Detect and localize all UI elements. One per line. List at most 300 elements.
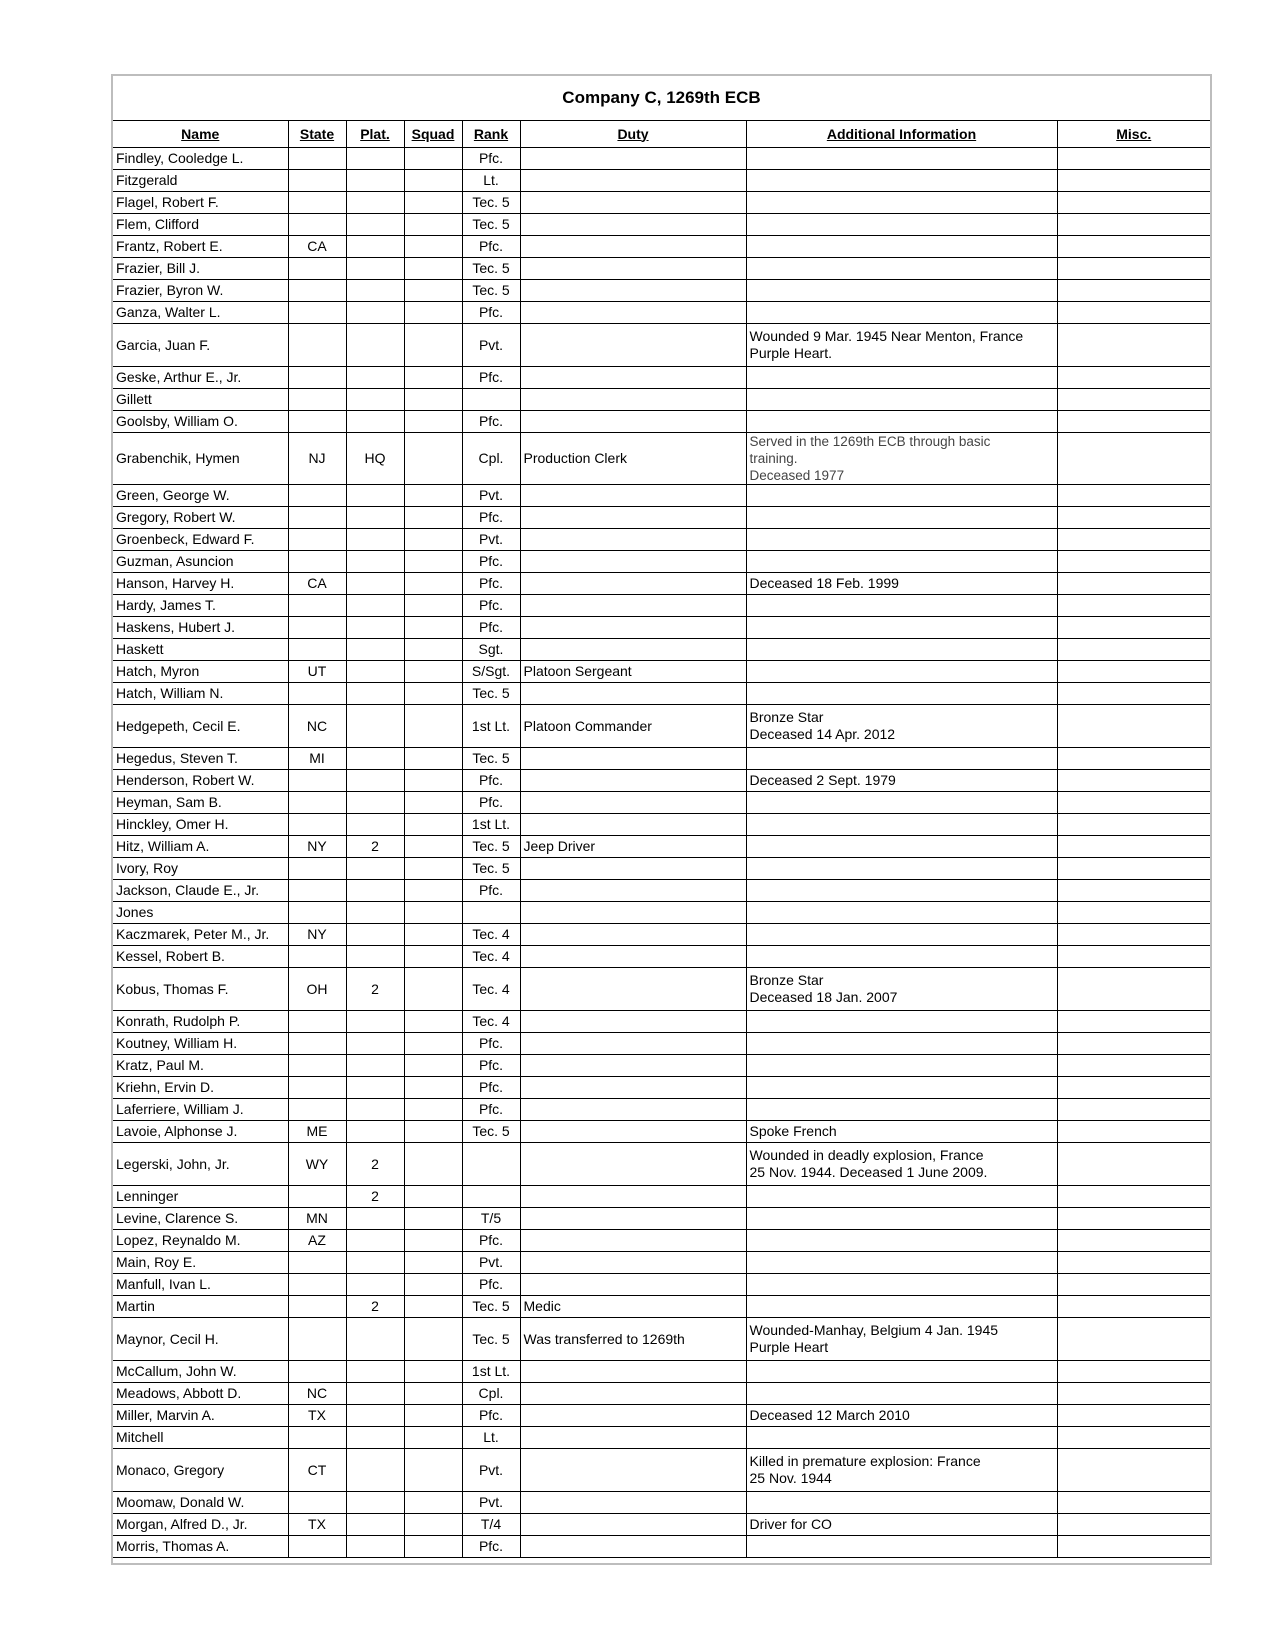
- cell-squad: [404, 1011, 462, 1033]
- cell-misc: [1057, 792, 1210, 814]
- cell-misc: [1057, 389, 1210, 411]
- cell-state: [288, 411, 346, 433]
- cell-state: [288, 389, 346, 411]
- cell-rank: Tec. 5: [462, 683, 520, 705]
- table-row: [113, 902, 1210, 924]
- table-row: [113, 1449, 1210, 1492]
- cell-platoon: [346, 748, 404, 770]
- cell-platoon: [346, 1055, 404, 1077]
- cell-rank: Pvt.: [462, 1252, 520, 1274]
- cell-misc: [1057, 1296, 1210, 1318]
- cell-additional-information: [746, 1143, 1057, 1186]
- cell-name: Geske, Arthur E., Jr.: [113, 367, 288, 389]
- cell-additional-information: [746, 924, 1057, 946]
- cell-name: Lopez, Reynaldo M.: [113, 1230, 288, 1252]
- cell-rank: Pfc.: [462, 1405, 520, 1427]
- table-row: [113, 1055, 1210, 1077]
- cell-rank: Cpl.: [462, 1383, 520, 1405]
- info-line: training.: [749, 451, 798, 466]
- table-row: [113, 1033, 1210, 1055]
- cell-name: Green, George W.: [113, 485, 288, 507]
- cell-additional-information: [746, 324, 1057, 367]
- cell-state: [288, 192, 346, 214]
- cell-misc: [1057, 617, 1210, 639]
- table-row: [113, 1274, 1210, 1296]
- table-row: [113, 1427, 1210, 1449]
- info-line: Purple Heart.: [749, 345, 832, 361]
- cell-rank: Tec. 4: [462, 968, 520, 1011]
- cell-rank: [462, 902, 520, 924]
- cell-state: [288, 946, 346, 968]
- cell-state: [288, 639, 346, 661]
- cell-squad: [404, 148, 462, 170]
- cell-duty: [520, 258, 746, 280]
- cell-squad: [404, 1383, 462, 1405]
- cell-additional-information: [746, 1121, 1057, 1143]
- cell-duty: [520, 214, 746, 236]
- cell-rank: [462, 1186, 520, 1208]
- cell-name: Kobus, Thomas F.: [113, 968, 288, 1011]
- cell-duty: [520, 1121, 746, 1143]
- cell-squad: [404, 683, 462, 705]
- cell-squad: [404, 1514, 462, 1536]
- cell-name: Ivory, Roy: [113, 858, 288, 880]
- cell-duty: [520, 902, 746, 924]
- cell-duty: [520, 639, 746, 661]
- table-row: [113, 1011, 1210, 1033]
- cell-additional-information: [746, 411, 1057, 433]
- cell-additional-information: [746, 485, 1057, 507]
- cell-platoon: [346, 258, 404, 280]
- cell-duty: [520, 792, 746, 814]
- cell-state: [288, 302, 346, 324]
- cell-duty: [520, 1143, 746, 1186]
- col-header-duty: Duty: [520, 121, 746, 148]
- cell-misc: [1057, 258, 1210, 280]
- cell-additional-information: [746, 1427, 1057, 1449]
- cell-squad: [404, 389, 462, 411]
- cell-state: [288, 170, 346, 192]
- cell-state: NC: [288, 705, 346, 748]
- cell-name: Legerski, John, Jr.: [113, 1143, 288, 1186]
- cell-platoon: [346, 1274, 404, 1296]
- header-row: [113, 121, 1210, 148]
- cell-misc: [1057, 639, 1210, 661]
- cell-duty: [520, 1427, 746, 1449]
- info-line: Killed in premature explosion: France: [749, 1453, 981, 1469]
- cell-platoon: 2: [346, 836, 404, 858]
- cell-state: [288, 529, 346, 551]
- cell-rank: Pfc.: [462, 551, 520, 573]
- table-row: [113, 858, 1210, 880]
- cell-state: [288, 1361, 346, 1383]
- cell-platoon: [346, 814, 404, 836]
- cell-platoon: [346, 170, 404, 192]
- cell-platoon: [346, 507, 404, 529]
- table-row: [113, 236, 1210, 258]
- cell-duty: [520, 1230, 746, 1252]
- cell-rank: Pfc.: [462, 1536, 520, 1558]
- cell-duty: [520, 551, 746, 573]
- cell-name: Garcia, Juan F.: [113, 324, 288, 367]
- cell-name: Groenbeck, Edward F.: [113, 529, 288, 551]
- cell-platoon: [346, 1427, 404, 1449]
- cell-rank: Tec. 5: [462, 258, 520, 280]
- cell-rank: [462, 1143, 520, 1186]
- table-row: [113, 1361, 1210, 1383]
- cell-squad: [404, 792, 462, 814]
- cell-misc: [1057, 551, 1210, 573]
- cell-misc: [1057, 1514, 1210, 1536]
- cell-name: Jones: [113, 902, 288, 924]
- cell-platoon: [346, 770, 404, 792]
- cell-additional-information: [746, 1361, 1057, 1383]
- cell-name: Hanson, Harvey H.: [113, 573, 288, 595]
- cell-squad: [404, 1274, 462, 1296]
- table-row: [113, 192, 1210, 214]
- cell-additional-information: [746, 705, 1057, 748]
- cell-name: Lenninger: [113, 1186, 288, 1208]
- cell-duty: [520, 1492, 746, 1514]
- cell-state: [288, 280, 346, 302]
- cell-squad: [404, 170, 462, 192]
- cell-squad: [404, 968, 462, 1011]
- cell-squad: [404, 661, 462, 683]
- cell-platoon: [346, 617, 404, 639]
- cell-misc: [1057, 705, 1210, 748]
- cell-state: [288, 1011, 346, 1033]
- cell-state: [288, 617, 346, 639]
- cell-name: McCallum, John W.: [113, 1361, 288, 1383]
- table-row: [113, 280, 1210, 302]
- cell-rank: Pfc.: [462, 302, 520, 324]
- cell-squad: [404, 836, 462, 858]
- table-row: [113, 433, 1210, 485]
- cell-additional-information: [746, 968, 1057, 1011]
- cell-additional-information: [746, 1405, 1057, 1427]
- cell-name: Guzman, Asuncion: [113, 551, 288, 573]
- cell-name: Hedgepeth, Cecil E.: [113, 705, 288, 748]
- cell-name: Goolsby, William O.: [113, 411, 288, 433]
- cell-platoon: 2: [346, 1143, 404, 1186]
- cell-duty: Was transferred to 1269th: [520, 1318, 746, 1361]
- cell-name: Flem, Clifford: [113, 214, 288, 236]
- cell-misc: [1057, 1143, 1210, 1186]
- cell-misc: [1057, 1405, 1210, 1427]
- cell-misc: [1057, 595, 1210, 617]
- cell-squad: [404, 258, 462, 280]
- table-row: [113, 367, 1210, 389]
- cell-state: [288, 507, 346, 529]
- cell-misc: [1057, 968, 1210, 1011]
- cell-name: Moomaw, Donald W.: [113, 1492, 288, 1514]
- cell-platoon: [346, 411, 404, 433]
- cell-state: [288, 258, 346, 280]
- cell-name: Hinckley, Omer H.: [113, 814, 288, 836]
- cell-rank: Pvt.: [462, 529, 520, 551]
- cell-duty: [520, 485, 746, 507]
- roster-table: [113, 121, 1210, 1558]
- cell-state: [288, 858, 346, 880]
- cell-squad: [404, 1361, 462, 1383]
- cell-name: Gregory, Robert W.: [113, 507, 288, 529]
- cell-additional-information: [746, 1186, 1057, 1208]
- cell-additional-information: [746, 433, 1057, 485]
- cell-duty: [520, 1514, 746, 1536]
- cell-squad: [404, 1033, 462, 1055]
- cell-misc: [1057, 1208, 1210, 1230]
- cell-platoon: 2: [346, 1296, 404, 1318]
- cell-additional-information: [746, 792, 1057, 814]
- cell-misc: [1057, 1121, 1210, 1143]
- cell-rank: Pfc.: [462, 1099, 520, 1121]
- cell-name: Hardy, James T.: [113, 595, 288, 617]
- cell-misc: [1057, 1077, 1210, 1099]
- cell-additional-information: [746, 858, 1057, 880]
- cell-rank: Pfc.: [462, 507, 520, 529]
- cell-rank: Pfc.: [462, 792, 520, 814]
- cell-additional-information: [746, 617, 1057, 639]
- cell-rank: Tec. 4: [462, 1011, 520, 1033]
- cell-squad: [404, 1077, 462, 1099]
- cell-duty: Platoon Sergeant: [520, 661, 746, 683]
- cell-rank: T/4: [462, 1514, 520, 1536]
- cell-platoon: [346, 1449, 404, 1492]
- table-row: [113, 968, 1210, 1011]
- cell-additional-information: [746, 1296, 1057, 1318]
- cell-additional-information: [746, 1077, 1057, 1099]
- cell-name: Meadows, Abbott D.: [113, 1383, 288, 1405]
- cell-name: Hatch, Myron: [113, 661, 288, 683]
- cell-state: [288, 1055, 346, 1077]
- info-line: Wounded-Manhay, Belgium 4 Jan. 1945: [749, 1322, 999, 1338]
- cell-misc: [1057, 1318, 1210, 1361]
- cell-name: Ganza, Walter L.: [113, 302, 288, 324]
- cell-additional-information: [746, 880, 1057, 902]
- info-line: Deceased 18 Feb. 1999: [749, 575, 899, 591]
- cell-name: Henderson, Robert W.: [113, 770, 288, 792]
- cell-state: [288, 148, 346, 170]
- cell-platoon: [346, 1033, 404, 1055]
- cell-name: Laferriere, William J.: [113, 1099, 288, 1121]
- cell-squad: [404, 814, 462, 836]
- table-row: [113, 485, 1210, 507]
- cell-name: Kriehn, Ervin D.: [113, 1077, 288, 1099]
- col-header-additional-information: Additional Information: [746, 121, 1057, 148]
- cell-rank: Pfc.: [462, 1274, 520, 1296]
- cell-additional-information: [746, 258, 1057, 280]
- cell-name: Manfull, Ivan L.: [113, 1274, 288, 1296]
- cell-name: Levine, Clarence S.: [113, 1208, 288, 1230]
- table-row: [113, 792, 1210, 814]
- cell-duty: [520, 170, 746, 192]
- cell-additional-information: [746, 214, 1057, 236]
- cell-duty: [520, 1383, 746, 1405]
- table-row: [113, 1405, 1210, 1427]
- cell-state: MI: [288, 748, 346, 770]
- cell-rank: Tec. 4: [462, 924, 520, 946]
- cell-name: Frazier, Byron W.: [113, 280, 288, 302]
- cell-additional-information: [746, 1449, 1057, 1492]
- cell-squad: [404, 1536, 462, 1558]
- cell-platoon: [346, 661, 404, 683]
- info-line: Deceased 12 March 2010: [749, 1407, 910, 1423]
- cell-platoon: [346, 192, 404, 214]
- cell-additional-information: [746, 367, 1057, 389]
- cell-duty: [520, 529, 746, 551]
- cell-state: [288, 1099, 346, 1121]
- cell-duty: [520, 1252, 746, 1274]
- table-row: [113, 302, 1210, 324]
- cell-rank: Tec. 5: [462, 280, 520, 302]
- cell-state: [288, 1274, 346, 1296]
- cell-rank: Lt.: [462, 1427, 520, 1449]
- cell-misc: [1057, 367, 1210, 389]
- cell-additional-information: [746, 770, 1057, 792]
- cell-additional-information: [746, 946, 1057, 968]
- cell-state: [288, 1077, 346, 1099]
- roster-sheet: [111, 74, 1212, 1565]
- cell-platoon: [346, 683, 404, 705]
- cell-misc: [1057, 1492, 1210, 1514]
- cell-misc: [1057, 1449, 1210, 1492]
- info-line: Purple Heart: [749, 1339, 829, 1355]
- cell-platoon: [346, 214, 404, 236]
- cell-misc: [1057, 573, 1210, 595]
- cell-additional-information: [746, 1383, 1057, 1405]
- cell-platoon: [346, 148, 404, 170]
- table-row: [113, 389, 1210, 411]
- cell-rank: Pfc.: [462, 1033, 520, 1055]
- cell-rank: Pvt.: [462, 1449, 520, 1492]
- cell-duty: Production Clerk: [520, 433, 746, 485]
- cell-state: [288, 902, 346, 924]
- cell-misc: [1057, 836, 1210, 858]
- cell-additional-information: [746, 148, 1057, 170]
- cell-misc: [1057, 148, 1210, 170]
- cell-rank: Tec. 5: [462, 192, 520, 214]
- cell-duty: [520, 1186, 746, 1208]
- cell-rank: Lt.: [462, 170, 520, 192]
- cell-platoon: [346, 1318, 404, 1361]
- cell-platoon: [346, 1208, 404, 1230]
- cell-rank: Tec. 5: [462, 858, 520, 880]
- cell-misc: [1057, 302, 1210, 324]
- table-row: [113, 551, 1210, 573]
- cell-squad: [404, 1121, 462, 1143]
- cell-rank: Pfc.: [462, 1055, 520, 1077]
- cell-duty: [520, 280, 746, 302]
- cell-state: TX: [288, 1405, 346, 1427]
- cell-duty: [520, 1536, 746, 1558]
- cell-name: Heyman, Sam B.: [113, 792, 288, 814]
- cell-squad: [404, 1055, 462, 1077]
- cell-duty: [520, 148, 746, 170]
- table-row: [113, 1143, 1210, 1186]
- cell-name: Findley, Cooledge L.: [113, 148, 288, 170]
- cell-state: NC: [288, 1383, 346, 1405]
- cell-duty: [520, 411, 746, 433]
- cell-duty: [520, 858, 746, 880]
- cell-duty: [520, 1099, 746, 1121]
- cell-state: CA: [288, 573, 346, 595]
- table-row: [113, 705, 1210, 748]
- table-row: [113, 770, 1210, 792]
- cell-name: Jackson, Claude E., Jr.: [113, 880, 288, 902]
- table-row: [113, 1186, 1210, 1208]
- cell-platoon: [346, 1361, 404, 1383]
- cell-state: [288, 551, 346, 573]
- cell-additional-information: [746, 661, 1057, 683]
- cell-misc: [1057, 902, 1210, 924]
- info-line: 25 Nov. 1944. Deceased 1 June 2009.: [749, 1164, 988, 1180]
- cell-squad: [404, 1427, 462, 1449]
- cell-additional-information: [746, 1514, 1057, 1536]
- cell-misc: [1057, 214, 1210, 236]
- cell-state: [288, 214, 346, 236]
- table-row: [113, 924, 1210, 946]
- cell-squad: [404, 946, 462, 968]
- cell-duty: [520, 924, 746, 946]
- cell-rank: Tec. 5: [462, 1121, 520, 1143]
- cell-squad: [404, 367, 462, 389]
- cell-duty: [520, 367, 746, 389]
- info-line: Deceased 1977: [749, 468, 845, 483]
- cell-rank: Tec. 5: [462, 836, 520, 858]
- cell-misc: [1057, 1099, 1210, 1121]
- cell-state: [288, 1492, 346, 1514]
- cell-platoon: [346, 705, 404, 748]
- cell-rank: Sgt.: [462, 639, 520, 661]
- cell-platoon: [346, 639, 404, 661]
- col-header-squad: Squad: [404, 121, 462, 148]
- table-row: [113, 836, 1210, 858]
- cell-platoon: [346, 1252, 404, 1274]
- cell-rank: Tec. 4: [462, 946, 520, 968]
- cell-additional-information: [746, 595, 1057, 617]
- cell-duty: [520, 1077, 746, 1099]
- cell-squad: [404, 1186, 462, 1208]
- table-row: [113, 1230, 1210, 1252]
- cell-platoon: [346, 1011, 404, 1033]
- cell-misc: [1057, 236, 1210, 258]
- cell-name: Mitchell: [113, 1427, 288, 1449]
- cell-state: [288, 1318, 346, 1361]
- cell-duty: [520, 573, 746, 595]
- cell-misc: [1057, 411, 1210, 433]
- table-row: [113, 258, 1210, 280]
- cell-platoon: [346, 792, 404, 814]
- cell-rank: Pvt.: [462, 324, 520, 367]
- col-header-misc: Misc.: [1057, 121, 1210, 148]
- cell-squad: [404, 1143, 462, 1186]
- cell-misc: [1057, 814, 1210, 836]
- cell-duty: [520, 302, 746, 324]
- cell-squad: [404, 748, 462, 770]
- cell-misc: [1057, 485, 1210, 507]
- table-row: [113, 507, 1210, 529]
- table-row: [113, 595, 1210, 617]
- cell-duty: [520, 595, 746, 617]
- cell-additional-information: [746, 1099, 1057, 1121]
- cell-duty: [520, 683, 746, 705]
- table-row: [113, 661, 1210, 683]
- cell-duty: [520, 507, 746, 529]
- cell-platoon: 2: [346, 968, 404, 1011]
- cell-misc: [1057, 1055, 1210, 1077]
- cell-squad: [404, 485, 462, 507]
- table-row: [113, 1252, 1210, 1274]
